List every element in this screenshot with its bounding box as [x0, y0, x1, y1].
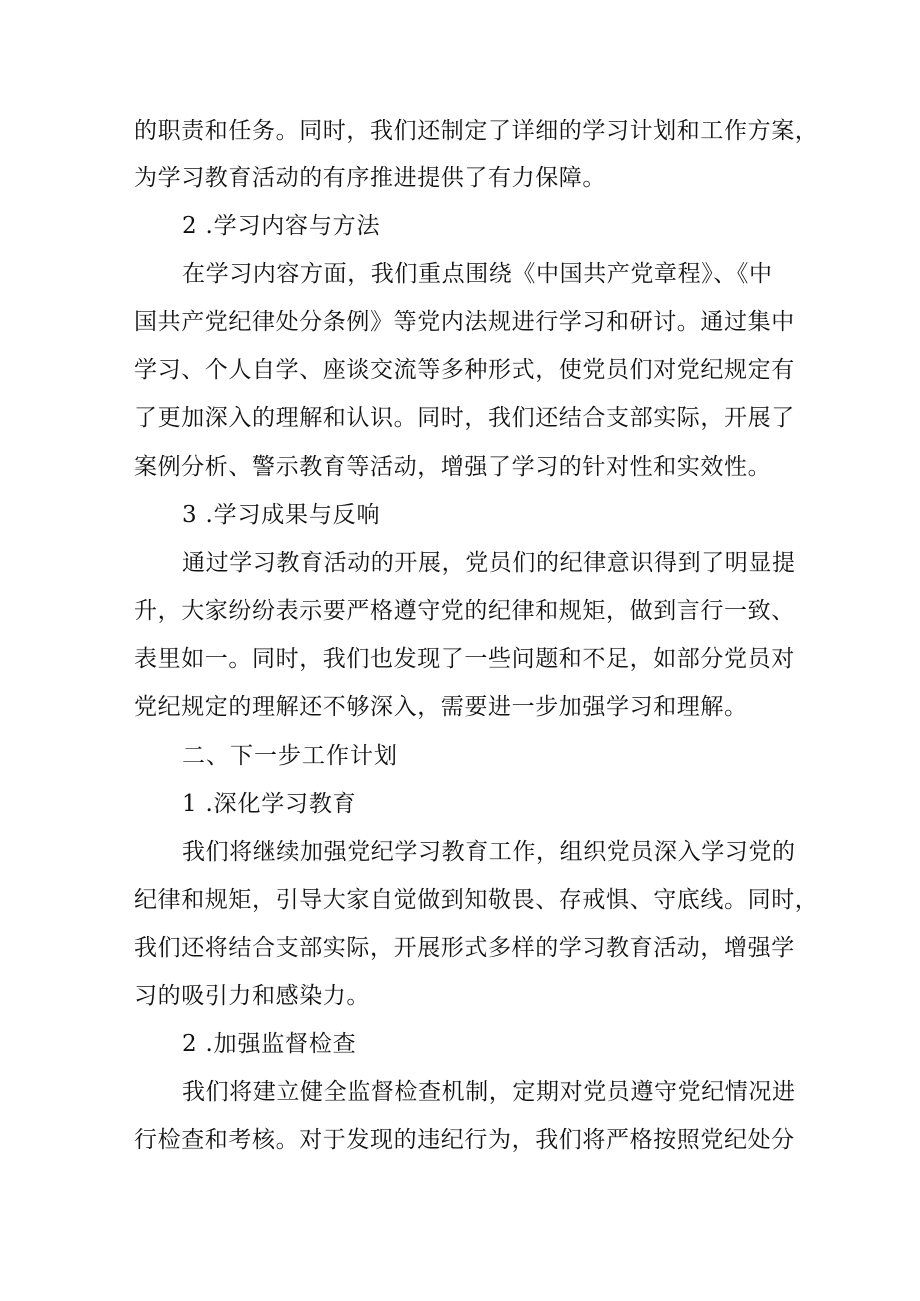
section-title-learning-content: 2 .学习内容与方法: [182, 213, 381, 239]
paragraph-line: 通过学习教育活动的开展，党员们的纪律意识得到了明显提: [182, 550, 796, 576]
section-title-learning-results: 3 .学习成果与反响: [182, 502, 381, 528]
paragraph-line: 的职责和任务。同时，我们还制定了详细的学习计划和工作方案，: [134, 118, 819, 144]
paragraph-line: 习的吸引力和感染力。: [134, 983, 370, 1009]
section-title-deepen-learning: 1 .深化学习教育: [182, 791, 357, 817]
paragraph-line: 升，大家纷纷表示要严格遵守党的纪律和规矩，做到言行一致、: [134, 598, 795, 624]
paragraph-line: 纪律和规矩，引导大家自觉做到知敬畏、存戒惧、守底线。同时，: [134, 887, 819, 913]
paragraph-line: 表里如一。同时，我们也发现了一些问题和不足，如部分党员对: [134, 646, 795, 672]
paragraph-line: 国共产党纪律处分条例》等党内法规进行学习和研讨。通过集中: [134, 309, 795, 335]
paragraph-line: 我们还将结合支部实际，开展形式多样的学习教育活动，增强学: [134, 935, 795, 961]
paragraph-line: 学习、个人自学、座谈交流等多种形式，使党员们对党纪规定有: [134, 357, 795, 383]
paragraph-line: 行检查和考核。对于发现的违纪行为，我们将严格按照党纪处分: [134, 1127, 795, 1153]
paragraph-line: 我们将建立健全监督检查机制，定期对党员遵守党纪情况进: [182, 1079, 796, 1105]
section-heading-next-steps: 二、下一步工作计划: [182, 743, 398, 769]
paragraph-line: 案例分析、警示教育等活动，增强了学习的针对性和实效性。: [134, 454, 772, 480]
section-title-supervision: 2 .加强监督检查: [182, 1031, 357, 1057]
paragraph-line: 在学习内容方面，我们重点围绕《中国共产党章程》、《中: [182, 261, 773, 287]
paragraph-line: 为学习教育活动的有序推进提供了有力保障。: [134, 165, 606, 191]
paragraph-line: 党纪规定的理解还不够深入，需要进一步加强学习和理解。: [134, 694, 748, 720]
paragraph-line: 我们将继续加强党纪学习教育工作，组织党员深入学习党的: [182, 839, 796, 865]
paragraph-line: 了更加深入的理解和认识。同时，我们还结合支部实际，开展了: [134, 405, 795, 431]
